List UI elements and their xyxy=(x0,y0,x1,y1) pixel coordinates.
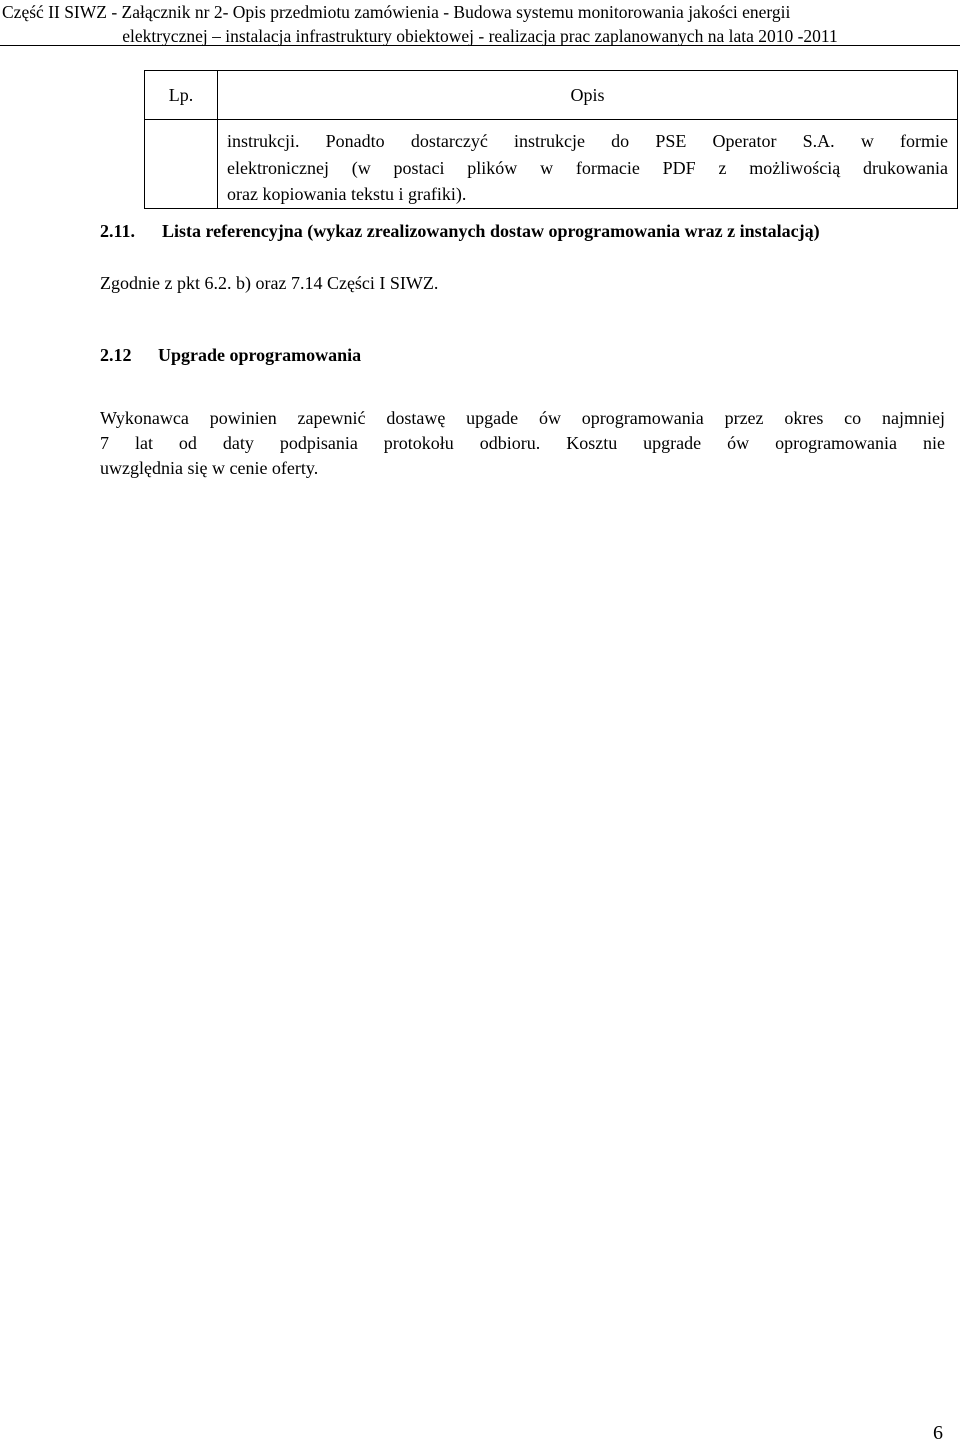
description-table xyxy=(144,70,958,209)
paragraph-line-2: 7 lat od daty podpisania protokołu odbioru. Kosztu upgrade ów oprogramowania nie xyxy=(100,433,945,453)
column-header-lp: Lp. xyxy=(145,71,218,120)
header-line-2: elektrycznej – instalacja infrastruktury obiektowej - realizacja prac zaplanowanych na lata 2010 -2011 xyxy=(122,26,838,46)
paragraph-line-1: Wykonawca powinien zapewnić dostawę upgade ów oprogramowania przez okres co najmniej xyxy=(100,408,945,428)
section-heading-2-12 xyxy=(100,345,361,366)
section-2-12-body xyxy=(100,406,945,481)
column-header-opis: Opis xyxy=(218,71,958,120)
table-row xyxy=(145,120,958,209)
paragraph-line-3: uwzględnia się w cenie oferty. xyxy=(100,458,319,478)
header-divider xyxy=(0,45,960,46)
cell-text-line-2: elektronicznej (w postaci plików w formacie PDF z możliwością drukowania xyxy=(227,157,948,178)
section-number: 2.12 xyxy=(100,345,132,365)
cell-text-line-3: oraz kopiowania tekstu i grafiki). xyxy=(227,184,467,204)
section-title: Lista referencyjna (wykaz zrealizowanych dostaw oprogramowania wraz z instalacją) xyxy=(162,221,820,241)
page-number: 6 xyxy=(933,1422,943,1444)
section-number: 2.11. xyxy=(100,221,136,241)
table-cell-opis xyxy=(218,120,958,209)
header-line-1: Część II SIWZ - Załącznik nr 2- Opis przedmiotu zamówienia - Budowa systemu monitorowania jakości energii xyxy=(2,2,791,22)
section-2-11-body: Zgodnie z pkt 6.2. b) oraz 7.14 Części I SIWZ. xyxy=(100,273,439,293)
document-header xyxy=(0,0,960,48)
table-cell-lp xyxy=(145,120,218,209)
cell-text-line-1: instrukcji. Ponadto dostarczyć instrukcje do PSE Operator S.A. w formie xyxy=(227,131,948,151)
section-heading-2-11 xyxy=(100,221,820,242)
section-title: Upgrade oprogramowania xyxy=(158,345,362,365)
table-header-row xyxy=(145,71,958,120)
